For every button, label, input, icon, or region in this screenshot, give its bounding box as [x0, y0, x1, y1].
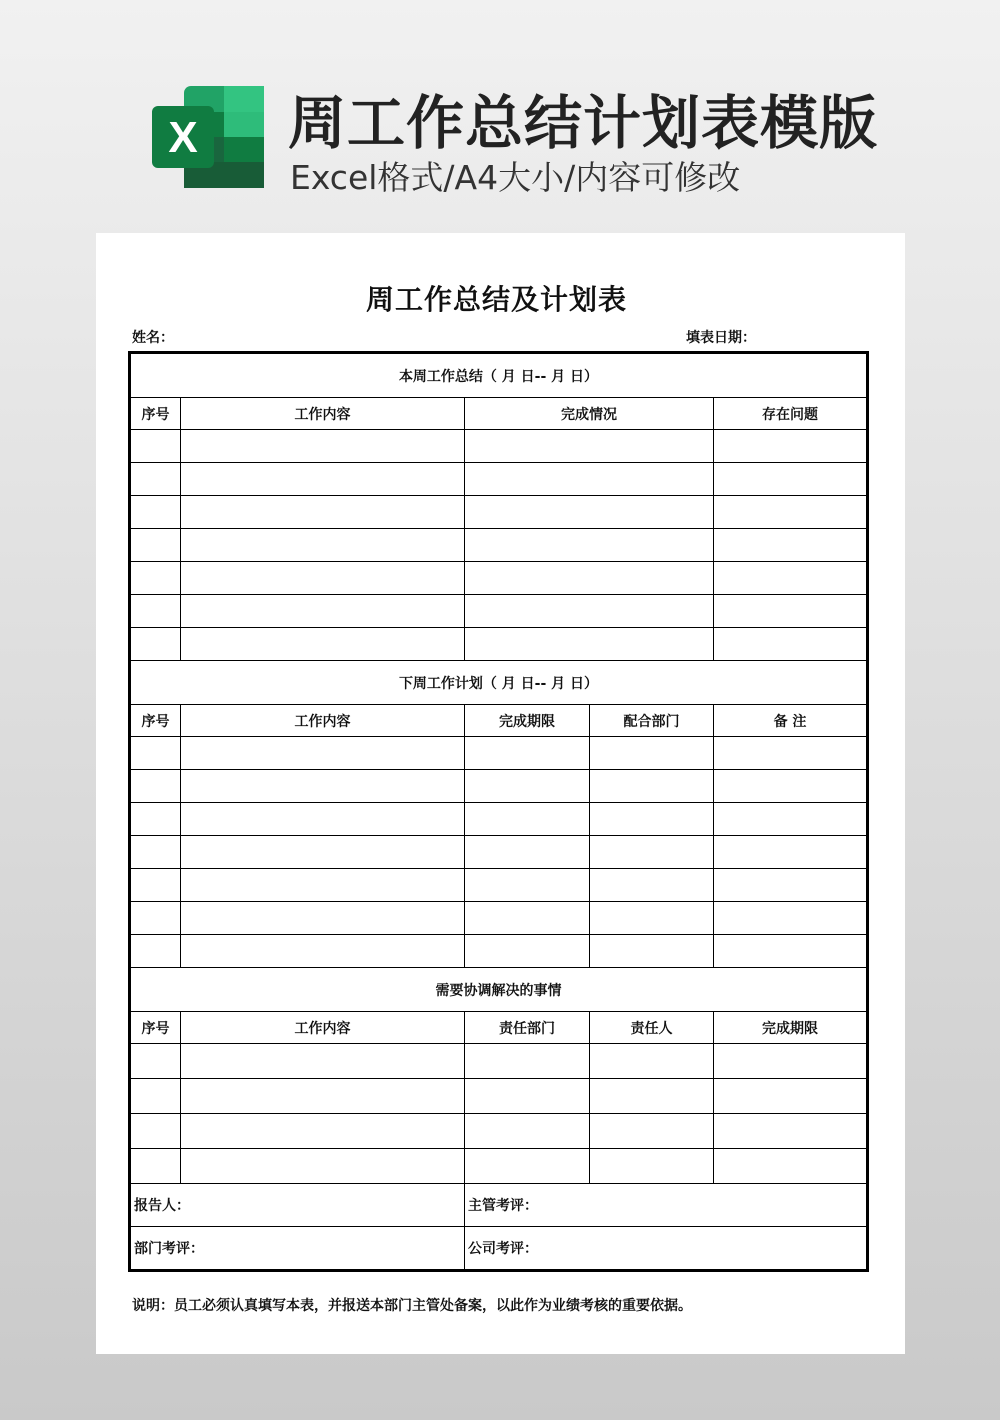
- table-row: [130, 1114, 868, 1149]
- table-cell[interactable]: [465, 869, 590, 902]
- column-header-1-1: 序号: [130, 398, 181, 430]
- column-header-1-4: 存在问题: [714, 398, 868, 430]
- table-cell[interactable]: [181, 496, 465, 529]
- table-cell[interactable]: [181, 803, 465, 836]
- table-cell[interactable]: [714, 595, 868, 628]
- table-cell[interactable]: [714, 1044, 868, 1079]
- table-cell[interactable]: [465, 430, 714, 463]
- table-cell[interactable]: [465, 1044, 590, 1079]
- table-cell[interactable]: [130, 770, 181, 803]
- header-row-3: [130, 1012, 868, 1044]
- table-cell[interactable]: [181, 836, 465, 869]
- weekly-form-table: [128, 351, 869, 1272]
- table-cell[interactable]: [714, 869, 868, 902]
- table-cell[interactable]: [181, 902, 465, 935]
- table-cell[interactable]: [181, 595, 465, 628]
- table-cell[interactable]: [590, 902, 714, 935]
- section-title-1: 本周工作总结（ 月 日-- 月 日）: [130, 353, 868, 398]
- table-cell[interactable]: [714, 496, 868, 529]
- table-cell[interactable]: [590, 737, 714, 770]
- footer-row-2: [130, 1227, 868, 1271]
- table-row: [130, 430, 868, 463]
- note-text: 说明：员工必须认真填写本表，并报送本部门主管处备案，以此作为业绩考核的重要依据。: [132, 1298, 692, 1314]
- table-cell[interactable]: [181, 770, 465, 803]
- header-row-2: [130, 705, 868, 737]
- table-cell[interactable]: [465, 803, 590, 836]
- table-cell[interactable]: [590, 1044, 714, 1079]
- table-row: [130, 1149, 868, 1184]
- table-cell[interactable]: [714, 628, 868, 661]
- table-cell[interactable]: [590, 869, 714, 902]
- table-cell[interactable]: [465, 902, 590, 935]
- table-cell[interactable]: [714, 1114, 868, 1149]
- table-cell[interactable]: [714, 562, 868, 595]
- table-cell[interactable]: [181, 463, 465, 496]
- company-review-field[interactable]: 公司考评：: [465, 1227, 868, 1271]
- table-cell[interactable]: [714, 770, 868, 803]
- excel-logo-icon: [152, 86, 264, 188]
- table-cell[interactable]: [130, 463, 181, 496]
- table-cell[interactable]: [181, 935, 465, 968]
- table-cell[interactable]: [465, 1149, 590, 1184]
- section-title-2: 下周工作计划（ 月 日-- 月 日）: [130, 661, 868, 705]
- table-cell[interactable]: [590, 770, 714, 803]
- table-row: [130, 1044, 868, 1079]
- column-header-3-2: 工作内容: [181, 1012, 465, 1044]
- banner-header: [0, 0, 1000, 230]
- table-cell[interactable]: [130, 737, 181, 770]
- table-cell[interactable]: [130, 1114, 181, 1149]
- table-cell[interactable]: [590, 1114, 714, 1149]
- column-header-3-4: 责任人: [590, 1012, 714, 1044]
- table-cell[interactable]: [465, 628, 714, 661]
- table-row: [130, 737, 868, 770]
- table-row: [130, 529, 868, 562]
- table-row: [130, 463, 868, 496]
- column-header-2-4: 配合部门: [590, 705, 714, 737]
- table-cell[interactable]: [181, 1044, 465, 1079]
- footer-row-1: [130, 1184, 868, 1227]
- table-cell[interactable]: [714, 935, 868, 968]
- table-cell[interactable]: [714, 1149, 868, 1184]
- column-header-2-1: 序号: [130, 705, 181, 737]
- excel-logo-letter: X: [168, 113, 198, 162]
- name-label: 姓名：: [132, 330, 174, 346]
- department-review-field[interactable]: 部门考评：: [130, 1227, 465, 1271]
- table-cell[interactable]: [465, 1114, 590, 1149]
- table-cell[interactable]: [590, 1149, 714, 1184]
- table-cell[interactable]: [181, 430, 465, 463]
- table-cell[interactable]: [130, 902, 181, 935]
- table-row: [130, 869, 868, 902]
- table-cell[interactable]: [181, 562, 465, 595]
- table-cell[interactable]: [465, 1079, 590, 1114]
- table-cell[interactable]: [181, 628, 465, 661]
- table-cell[interactable]: [465, 496, 714, 529]
- table-cell[interactable]: [130, 529, 181, 562]
- table-cell[interactable]: [590, 935, 714, 968]
- column-header-1-2: 工作内容: [181, 398, 465, 430]
- table-row: [130, 628, 868, 661]
- table-row: [130, 496, 868, 529]
- table-cell[interactable]: [714, 803, 868, 836]
- table-row: [130, 902, 868, 935]
- column-header-3-1: 序号: [130, 1012, 181, 1044]
- table-cell[interactable]: [130, 430, 181, 463]
- table-cell[interactable]: [130, 628, 181, 661]
- table-cell[interactable]: [130, 1079, 181, 1114]
- table-cell[interactable]: [590, 1079, 714, 1114]
- table-cell[interactable]: [465, 562, 714, 595]
- table-row: [130, 1079, 868, 1114]
- table-cell[interactable]: [130, 935, 181, 968]
- table-cell[interactable]: [130, 803, 181, 836]
- table-cell[interactable]: [465, 595, 714, 628]
- table-cell[interactable]: [465, 463, 714, 496]
- table-cell[interactable]: [714, 1079, 868, 1114]
- table-cell[interactable]: [465, 935, 590, 968]
- table-cell[interactable]: [590, 803, 714, 836]
- table-cell[interactable]: [130, 836, 181, 869]
- table-cell[interactable]: [181, 1149, 465, 1184]
- table-row: [130, 836, 868, 869]
- column-header-3-5: 完成期限: [714, 1012, 868, 1044]
- banner-subtitle: Excel格式/A4大小/内容可修改: [290, 158, 741, 197]
- section-title-row-1: [130, 353, 868, 398]
- table-cell[interactable]: [130, 1149, 181, 1184]
- table-row: [130, 562, 868, 595]
- table-row: [130, 803, 868, 836]
- table-cell[interactable]: [714, 529, 868, 562]
- table-cell[interactable]: [714, 737, 868, 770]
- table-cell[interactable]: [465, 836, 590, 869]
- supervisor-review-field[interactable]: 主管考评：: [465, 1184, 868, 1227]
- column-header-2-2: 工作内容: [181, 705, 465, 737]
- document-title: 周工作总结及计划表: [365, 283, 627, 316]
- table-cell[interactable]: [465, 737, 590, 770]
- header-row-1: [130, 398, 868, 430]
- table-cell[interactable]: [181, 1079, 465, 1114]
- table-cell[interactable]: [714, 902, 868, 935]
- table-cell[interactable]: [181, 737, 465, 770]
- table-row: [130, 935, 868, 968]
- table-cell[interactable]: [181, 529, 465, 562]
- column-header-2-5: 备 注: [714, 705, 868, 737]
- table-cell[interactable]: [465, 529, 714, 562]
- date-label: 填表日期：: [686, 330, 756, 346]
- table-cell[interactable]: [714, 430, 868, 463]
- column-header-2-3: 完成期限: [465, 705, 590, 737]
- column-header-3-3: 责任部门: [465, 1012, 590, 1044]
- table-cell[interactable]: [130, 869, 181, 902]
- table-row: [130, 595, 868, 628]
- table-cell[interactable]: [181, 869, 465, 902]
- section-title-row-3: [130, 968, 868, 1012]
- table-cell[interactable]: [714, 463, 868, 496]
- table-cell[interactable]: [181, 1114, 465, 1149]
- table-cell[interactable]: [714, 836, 868, 869]
- table-cell[interactable]: [590, 836, 714, 869]
- table-cell[interactable]: [130, 1044, 181, 1079]
- section-title-3: 需要协调解决的事情: [130, 968, 868, 1012]
- table-cell[interactable]: [130, 562, 181, 595]
- table-cell[interactable]: [130, 595, 181, 628]
- banner-title: 周工作总结计划表模版: [288, 89, 879, 157]
- column-header-1-3: 完成情况: [465, 398, 714, 430]
- table-row: [130, 770, 868, 803]
- table-cell[interactable]: [130, 496, 181, 529]
- section-title-row-2: [130, 661, 868, 705]
- reporter-field[interactable]: 报告人：: [130, 1184, 465, 1227]
- table-cell[interactable]: [465, 770, 590, 803]
